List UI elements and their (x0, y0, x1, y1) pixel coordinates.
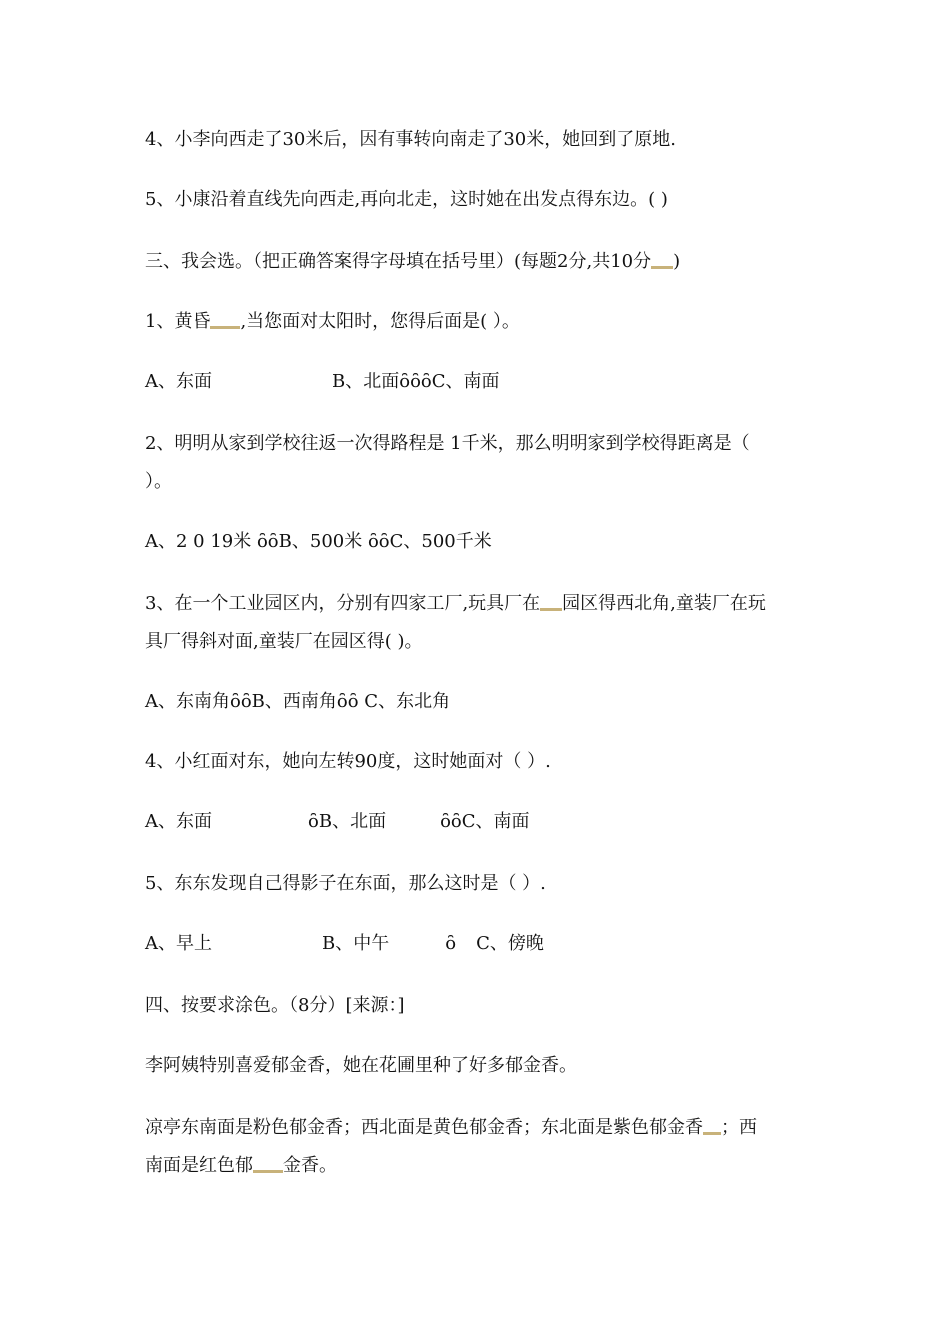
section-heading-choice (145, 250, 825, 274)
fill-blank (210, 310, 240, 329)
option-b-c: B、北面ȏȏȏC、南面 (332, 371, 500, 392)
choice-question-2: 2、明明从家到学校往返一次得路程是 1千米，那么明明家到学校得距离是（ (145, 433, 750, 454)
question-text: 1、黄昏 (145, 311, 211, 333)
option-c: ȏȏC、南面 (440, 811, 530, 832)
choice-question-5: 5、东东发现自己得影子在东面，那么这时是（ ）. (145, 873, 546, 894)
question-text-rest: 园区得西北角,童装厂在玩 (562, 593, 766, 615)
instruction-text-rest: ；西 (721, 1117, 757, 1139)
question-text: 3、在一个工业园区内，分别有四家工厂,玩具厂在 (145, 593, 541, 615)
fill-blank (540, 592, 562, 611)
choice-options-4 (145, 810, 825, 834)
judgment-item-5: 5、小康沿着直线先向西走,再向北走，这时她在出发点得东边。( ) (145, 189, 668, 210)
option-b: ȏB、北面 (308, 811, 387, 832)
coloring-intro: 李阿姨特别喜爱郁金香，她在花圃里种了好多郁金香。 (145, 1055, 577, 1076)
stray-glyph: ȏ (445, 933, 457, 954)
choice-question-3 (145, 592, 825, 616)
option-a: A、东面 (145, 371, 212, 392)
section-heading-coloring: 四、按要求涂色。（8分）[来源：] (145, 995, 405, 1016)
option-c: C、傍晚 (476, 933, 544, 954)
option-a: A、早上 (145, 933, 212, 954)
option-b: B、中午 (322, 933, 390, 954)
choice-question-4: 4、小红面对东，她向左转90度，这时她面对（ ）. (145, 751, 551, 772)
judgment-item-4: 4、小李向西走了30米后，因有事转向南走了30米，她回到了原地. (145, 129, 676, 150)
section-heading-close: ) (673, 251, 681, 273)
instruction-text: 凉亭东南面是粉色郁金香；西北面是黄色郁金香；东北面是紫色郁金香 (145, 1117, 703, 1139)
choice-question-1 (145, 310, 825, 334)
coloring-instructions (145, 1116, 825, 1140)
question-text-rest: ,当您面对太阳时，您得后面是( ）。 (240, 311, 520, 333)
fill-blank (703, 1116, 721, 1135)
instruction-text-rest: 金香。 (283, 1155, 337, 1177)
choice-question-2-cont: ）。 (145, 471, 172, 492)
choice-options-1 (145, 370, 825, 394)
instruction-text: 南面是红色郁 (145, 1155, 253, 1177)
fill-blank (651, 250, 673, 269)
section-heading-text: 三、我会选。（把正确答案得字母填在括号里）(每题2分,共10分 (145, 251, 652, 273)
option-a: A、东面 (145, 811, 212, 832)
choice-options-3: A、东南角ȏȏB、西南角ȏȏ C、东北角 (145, 691, 451, 712)
fill-blank (253, 1154, 283, 1173)
choice-options-2: A、2 0 19米 ȏȏB、500米 ȏȏC、500千米 (145, 531, 492, 552)
choice-options-5 (145, 932, 825, 956)
choice-question-3-cont: 具厂得斜对面,童装厂在园区得( )。 (145, 631, 423, 652)
coloring-instructions-cont (145, 1154, 825, 1178)
